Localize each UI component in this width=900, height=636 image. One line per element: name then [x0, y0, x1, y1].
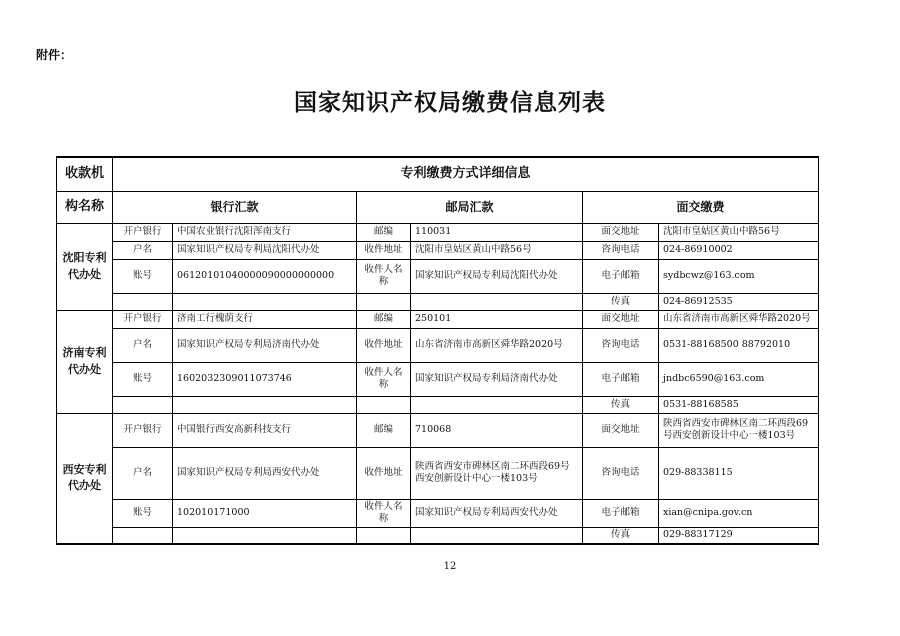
bank-value-cell — [173, 527, 357, 544]
counter-value-cell: 沈阳市皇姑区黄山中路56号 — [659, 223, 819, 241]
bank-value-cell: 102010171000 — [173, 499, 357, 527]
counter-value-cell: 0531-88168585 — [659, 396, 819, 413]
table-row — [57, 223, 819, 241]
bank-value-cell: 中国银行西安高新科技支行 — [173, 413, 357, 447]
post-value-cell: 110031 — [411, 223, 583, 241]
bank-label-cell: 户名 — [113, 328, 173, 362]
attachment-label: 附件： — [36, 48, 73, 62]
counter-value-cell: 陕西省西安市碑林区南二环西段69号西安创新设计中心一楼103号 — [659, 413, 819, 447]
post-value-cell: 710068 — [411, 413, 583, 447]
post-value-cell: 国家知识产权局专利局济南代办处 — [411, 362, 583, 396]
bank-label-cell: 户名 — [113, 241, 173, 259]
post-label-cell: 收件人名称 — [357, 499, 411, 527]
counter-label-cell: 面交地址 — [583, 310, 659, 328]
bank-value-cell: 中国农业银行沈阳浑南支行 — [173, 223, 357, 241]
bank-label-cell: 账号 — [113, 259, 173, 293]
bank-label-cell — [113, 293, 173, 310]
bank-label-cell: 户名 — [113, 447, 173, 499]
bank-label-cell — [113, 527, 173, 544]
bank-label-cell: 账号 — [113, 362, 173, 396]
bank-label-cell: 开户银行 — [113, 413, 173, 447]
post-label-cell: 收件地址 — [357, 447, 411, 499]
bank-value-cell — [173, 396, 357, 413]
bank-label-cell: 账号 — [113, 499, 173, 527]
counter-label-cell: 面交地址 — [583, 223, 659, 241]
counter-value-cell: xian@cnipa.gov.cn — [659, 499, 819, 527]
post-label-cell — [357, 293, 411, 310]
table-row — [57, 310, 819, 328]
table-row — [57, 362, 819, 396]
post-label-cell: 邮编 — [357, 223, 411, 241]
post-value-cell: 陕西省西安市碑林区南二环西段69号西安创新设计中心一楼103号 — [411, 447, 583, 499]
bank-value-cell: 济南工行槐荫支行 — [173, 310, 357, 328]
counter-value-cell: 0531-88168500 88792010 — [659, 328, 819, 362]
table-row — [57, 293, 819, 310]
table-row — [57, 328, 819, 362]
bank-label-cell: 开户银行 — [113, 223, 173, 241]
counter-label-cell: 咨询电话 — [583, 241, 659, 259]
office-name-cell: 西安专利代办处 — [57, 413, 113, 544]
header-office-name-cont: 构名称 — [57, 191, 113, 223]
header-main: 专利缴费方式详细信息 — [113, 157, 819, 191]
post-value-cell — [411, 396, 583, 413]
counter-label-cell: 面交地址 — [583, 413, 659, 447]
post-value-cell — [411, 293, 583, 310]
post-label-cell — [357, 396, 411, 413]
header-postal-transfer: 邮局汇款 — [357, 191, 583, 223]
counter-label-cell: 传真 — [583, 293, 659, 310]
counter-value-cell: 024-86912535 — [659, 293, 819, 310]
post-value-cell: 国家知识产权局专利局沈阳代办处 — [411, 259, 583, 293]
table-row — [57, 396, 819, 413]
counter-label-cell: 电子邮箱 — [583, 362, 659, 396]
counter-value-cell: 024-86910002 — [659, 241, 819, 259]
counter-label-cell: 咨询电话 — [583, 447, 659, 499]
post-label-cell — [357, 527, 411, 544]
counter-label-cell: 电子邮箱 — [583, 499, 659, 527]
counter-label-cell: 传真 — [583, 527, 659, 544]
counter-value-cell: 029-88338115 — [659, 447, 819, 499]
post-value-cell — [411, 527, 583, 544]
table-row — [57, 241, 819, 259]
bank-value-cell: 国家知识产权局专利局济南代办处 — [173, 328, 357, 362]
bank-label-cell: 开户银行 — [113, 310, 173, 328]
counter-value-cell: jndbc6590@163.com — [659, 362, 819, 396]
table-row — [57, 447, 819, 499]
counter-value-cell: 029-88317129 — [659, 527, 819, 544]
table-row — [57, 259, 819, 293]
office-name-cell: 济南专利代办处 — [57, 310, 113, 413]
post-label-cell: 收件地址 — [357, 241, 411, 259]
bank-value-cell — [173, 293, 357, 310]
post-label-cell: 收件人名称 — [357, 362, 411, 396]
post-label-cell: 邮编 — [357, 413, 411, 447]
table-subheader-row — [57, 191, 819, 223]
document-title: 国家知识产权局缴费信息列表 — [294, 89, 606, 116]
counter-value-cell: 山东省济南市高新区舜华路2020号 — [659, 310, 819, 328]
bank-value-cell: 国家知识产权局专利局沈阳代办处 — [173, 241, 357, 259]
header-counter-payment: 面交缴费 — [583, 191, 819, 223]
counter-value-cell: sydbcwz@163.com — [659, 259, 819, 293]
post-value-cell: 沈阳市皇姑区黄山中路56号 — [411, 241, 583, 259]
bank-label-cell — [113, 396, 173, 413]
fee-info-table — [56, 156, 819, 545]
post-label-cell: 收件地址 — [357, 328, 411, 362]
counter-label-cell: 电子邮箱 — [583, 259, 659, 293]
post-label-cell: 收件人名称 — [357, 259, 411, 293]
table-row — [57, 499, 819, 527]
bank-value-cell: 1602032309011073746 — [173, 362, 357, 396]
office-name-cell: 沈阳专利代办处 — [57, 223, 113, 310]
bank-value-cell: 国家知识产权局专利局西安代办处 — [173, 447, 357, 499]
table-header-row — [57, 157, 819, 191]
header-office-name: 收款机 — [57, 157, 113, 191]
table-row — [57, 413, 819, 447]
bank-value-cell: 06120101040000090000000000 — [173, 259, 357, 293]
counter-label-cell: 传真 — [583, 396, 659, 413]
table-row — [57, 527, 819, 544]
post-value-cell: 250101 — [411, 310, 583, 328]
post-value-cell: 山东省济南市高新区舜华路2020号 — [411, 328, 583, 362]
counter-label-cell: 咨询电话 — [583, 328, 659, 362]
post-value-cell: 国家知识产权局专利局西安代办处 — [411, 499, 583, 527]
page-number: 12 — [443, 561, 457, 572]
post-label-cell: 邮编 — [357, 310, 411, 328]
header-bank-transfer: 银行汇款 — [113, 191, 357, 223]
